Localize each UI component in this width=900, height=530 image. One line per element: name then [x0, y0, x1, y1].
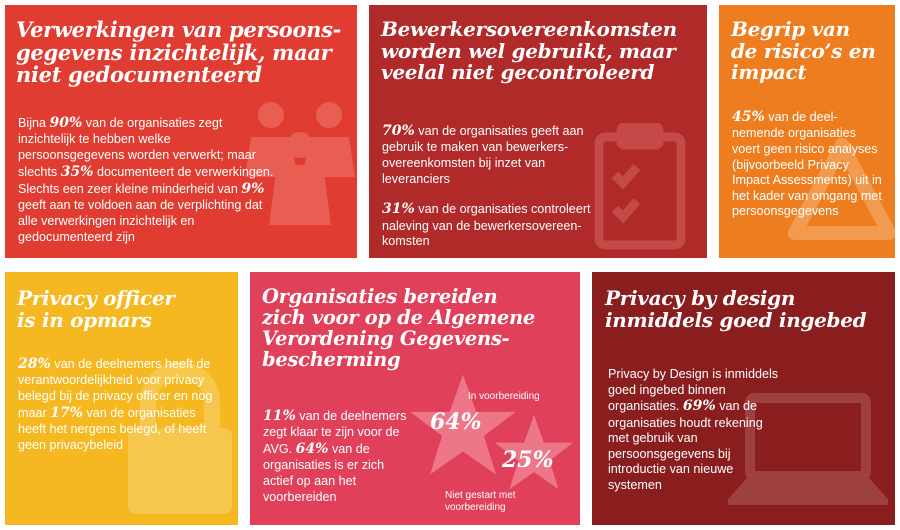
star-label: In voorbereiding: [468, 391, 540, 402]
tile-processor-agreements: [369, 5, 707, 258]
star-value: 25%: [502, 447, 554, 473]
tile-privacy-by-design: [592, 272, 895, 525]
tile-body: 28% van de deelnemers heeft de verantwoordelijkheid voor privacy belegd bij de privacy officer en nog maar 17% van de organisaties heeft het nergens belegd, of heeft geen privacybeleid: [18, 356, 213, 452]
tile-risk-impact: [719, 5, 895, 258]
tile-avg-preparation: [250, 272, 580, 525]
tile-body: Bijna 90% van de organisaties zegt inzichtelijk te hebben welke persoonsgegevens worden verwerkt; maar slechts 35% documenteert de verwerkingen. Slechts een zeer kleine minderheid van 9% geeft aan te voldoen aan de verplichting dat alle verwerkingen inzichtelijk en gedocumenteerd zijn: [18, 115, 274, 244]
tile-body: Privacy by Design is inmiddels goed ingebed binnen organisaties. 69% van de organisaties houdt rekening met gebruik van persoonsgegevens bij introductie van nieuwe systemen: [608, 367, 779, 493]
tile-body: 11% van de deelnemers zegt klaar te zijn voor de AVG. 64% van de organisaties is er zich actief op aan het voorbereiden: [263, 408, 407, 504]
tile-title: Begrip van de risico’s en impact: [731, 17, 876, 85]
tile-title: Privacy by design inmiddels goed ingebed: [605, 286, 867, 332]
tile-title: Verwerkingen van persoons- gegevens inzichtelijk, maar niet gedocumenteerd: [16, 17, 342, 88]
tile-documentation: [5, 5, 357, 258]
tile-privacy-officer: [5, 272, 238, 525]
star-label: Niet gestart met voorbereiding: [445, 490, 516, 513]
tile-body: 70% van de organisaties geeft aan gebruik te maken van bewerkers-overeenkomsten bij inzet van leveranciers 31% van de organisaties controleert naleving van de bewerkersovereen-komsten: [382, 123, 591, 249]
tile-title: Bewerkersovereenkomsten worden wel gebruikt, maar veelal niet gecontroleerd: [381, 17, 677, 85]
tile-title: Organisaties bereiden zich voor op de Algemene Verordening Gegevens- bescherming: [262, 285, 535, 372]
tile-title: Privacy officer is in opmars: [17, 286, 175, 332]
star-value: 64%: [430, 409, 482, 435]
tile-body: 45% van de deel-nemende organisaties voert geen risico analyses (bijvoorbeeld Privacy Impact Assessments) uit in het kader van omgang met persoonsgegevens: [732, 109, 882, 219]
